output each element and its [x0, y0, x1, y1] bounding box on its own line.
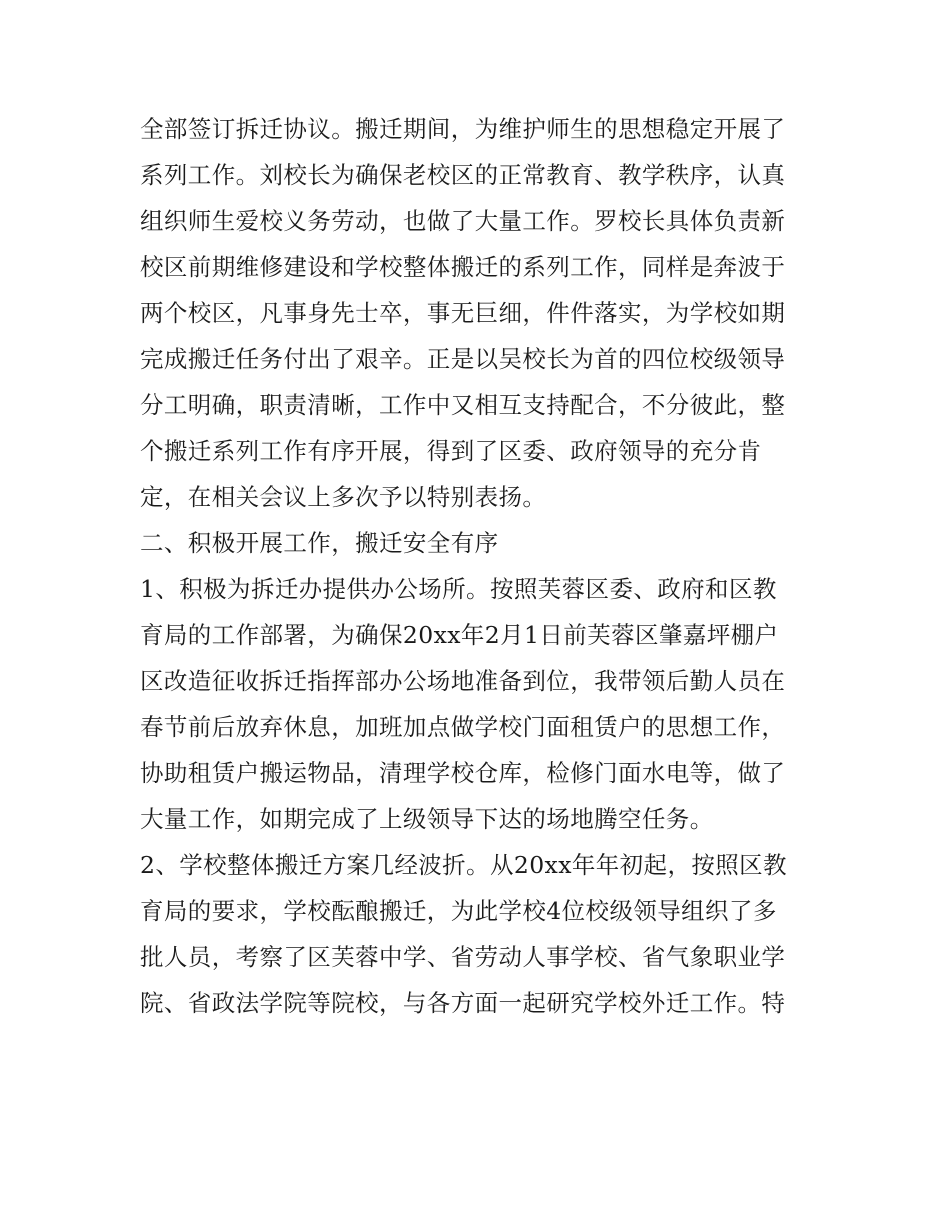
text-line: 协助租赁户搬运物品，清理学校仓库，检修门面水电等，做了	[140, 759, 786, 787]
text-line: 2、学校整体搬迁方案几经波折。从20xx年年初起，按照区教	[140, 851, 787, 879]
text-line: 定，在相关会议上多次予以特别表扬。	[140, 483, 547, 511]
text-line: 院、省政法学院等院校，与各方面一起研究学校外迁工作。特	[140, 989, 786, 1017]
text-line: 1、积极为拆迁办提供办公场所。按照芙蓉区委、政府和区教	[140, 575, 777, 603]
text-line: 全部签订拆迁协议。搬迁期间，为维护师生的思想稳定开展了	[140, 115, 786, 143]
text-line: 组织师生爱校义务劳动，也做了大量工作。罗校长具体负责新	[140, 207, 786, 235]
text-line: 大量工作，如期完成了上级领导下达的场地腾空任务。	[140, 805, 714, 833]
text-line: 批人员，考察了区芙蓉中学、省劳动人事学校、省气象职业学	[140, 943, 786, 971]
text-line: 个搬迁系列工作有序开展，得到了区委、政府领导的充分肯	[140, 437, 762, 465]
text-line: 春节前后放弃休息，加班加点做学校门面租赁户的思想工作，	[140, 713, 786, 741]
text-line: 分工明确，职责清晰，工作中又相互支持配合，不分彼此，整	[140, 391, 786, 419]
document-body	[140, 106, 820, 1026]
text-line: 两个校区，凡事身先士卒，事无巨细，件件落实，为学校如期	[140, 299, 786, 327]
text-line: 育局的要求，学校酝酿搬迁，为此学校4位校级领导组织了多	[140, 897, 777, 925]
text-line: 区改造征收拆迁指挥部办公场地准备到位，我带领后勤人员在	[140, 667, 786, 695]
section-heading: 二、积极开展工作，搬迁安全有序	[140, 529, 499, 557]
text-line: 系列工作。刘校长为确保老校区的正常教育、教学秩序，认真	[140, 161, 786, 189]
text-line: 育局的工作部署，为确保20xx年2月1日前芙蓉区肇嘉坪棚户	[140, 621, 779, 649]
text-line: 完成搬迁任务付出了艰辛。正是以吴校长为首的四位校级领导	[140, 345, 786, 373]
text-line: 校区前期维修建设和学校整体搬迁的系列工作，同样是奔波于	[140, 253, 786, 281]
